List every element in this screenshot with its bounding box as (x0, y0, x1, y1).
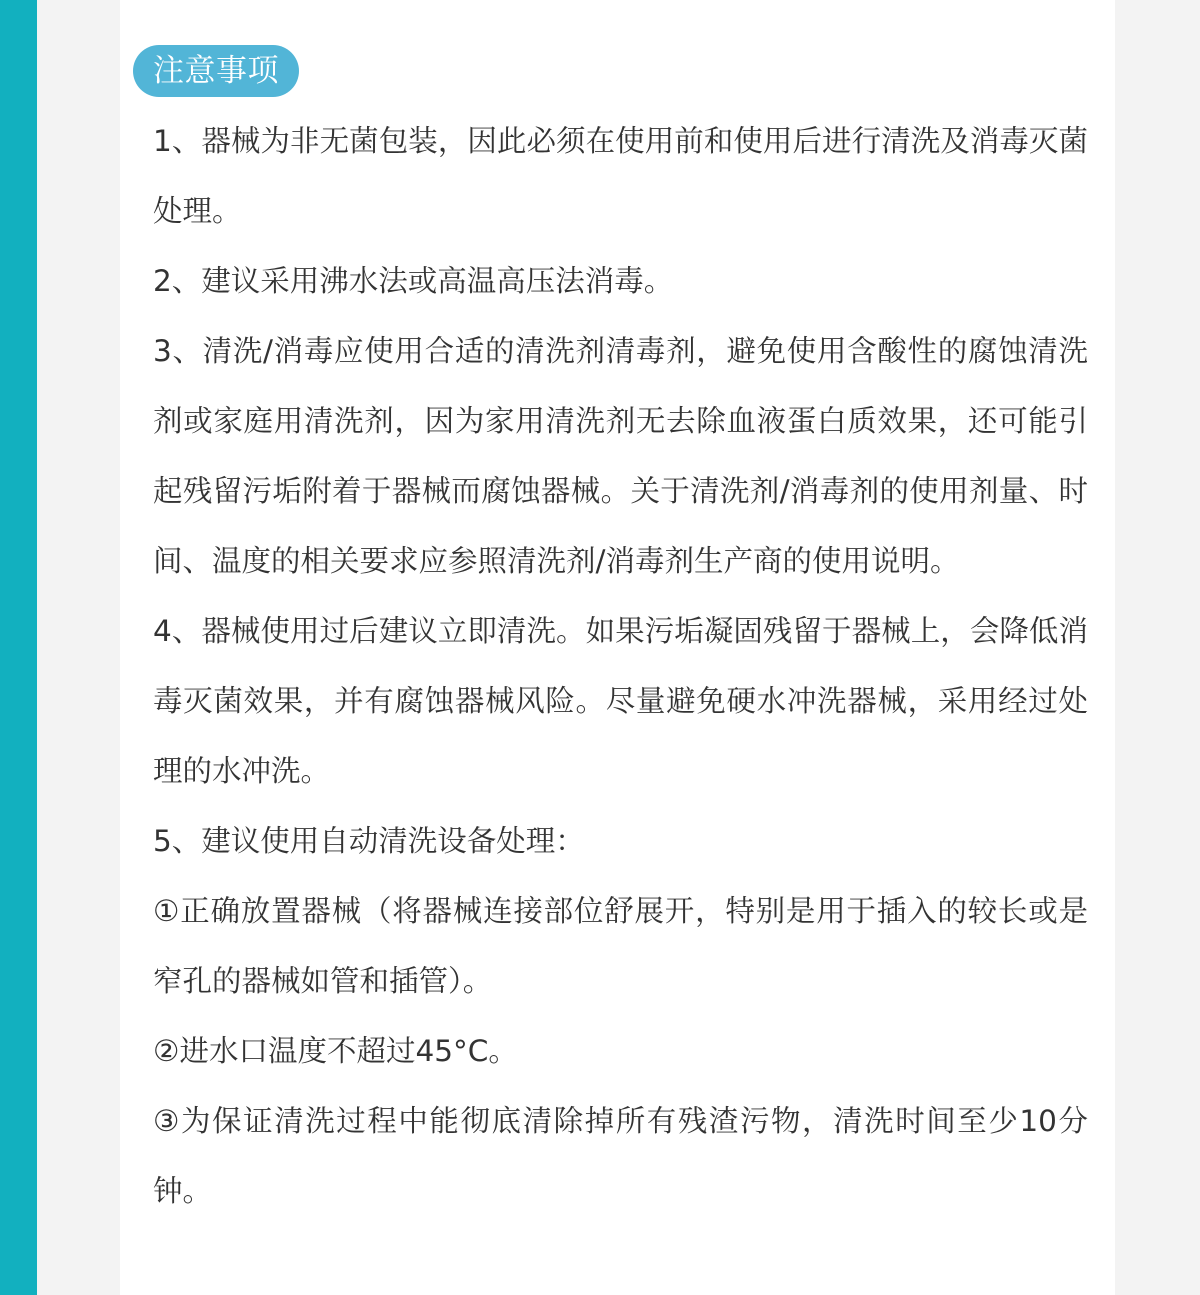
precaution-item-3: 3、清洗/消毒应使用合适的清洗剂清毒剂，避免使用含酸性的腐蚀清洗剂或家庭用清洗剂，因为家用清洗剂无去除血液蛋白质效果，还可能引起残留污垢附着于器械而腐蚀器械。关于清洗剂/消毒剂的使用剂量、时间、温度的相关要求应参照清洗剂/消毒剂生产商的使用说明。 (153, 334, 1088, 578)
precaution-subitem-3: ③为保证清洗过程中能彻底清除掉所有残渣污物，清洗时间至少10分钟。 (153, 1104, 1088, 1208)
precaution-item-2: 2、建议采用沸水法或高温高压法消毒。 (153, 264, 674, 298)
left-accent-bar (0, 0, 37, 1295)
precautions-text (153, 106, 1088, 1226)
precaution-item-4: 4、器械使用过后建议立即清洗。如果污垢凝固残留于器械上，会降低消毒灭菌效果，并有腐蚀器械风险。尽量避免硬水冲洗器械，采用经过处理的水冲洗。 (153, 614, 1088, 788)
precaution-subitem-2: ②进水口温度不超过45°C。 (153, 1034, 518, 1068)
precaution-item-1: 1、器械为非无菌包装，因此必须在使用前和使用后进行清洗及消毒灭菌处理。 (153, 124, 1088, 228)
section-title-badge: 注意事项 (133, 45, 299, 97)
precaution-item-5: 5、建议使用自动清洗设备处理： (153, 824, 585, 858)
precaution-subitem-1: ①正确放置器械（将器械连接部位舒展开，特别是用于插入的较长或是窄孔的器械如管和插管）。 (153, 894, 1088, 998)
